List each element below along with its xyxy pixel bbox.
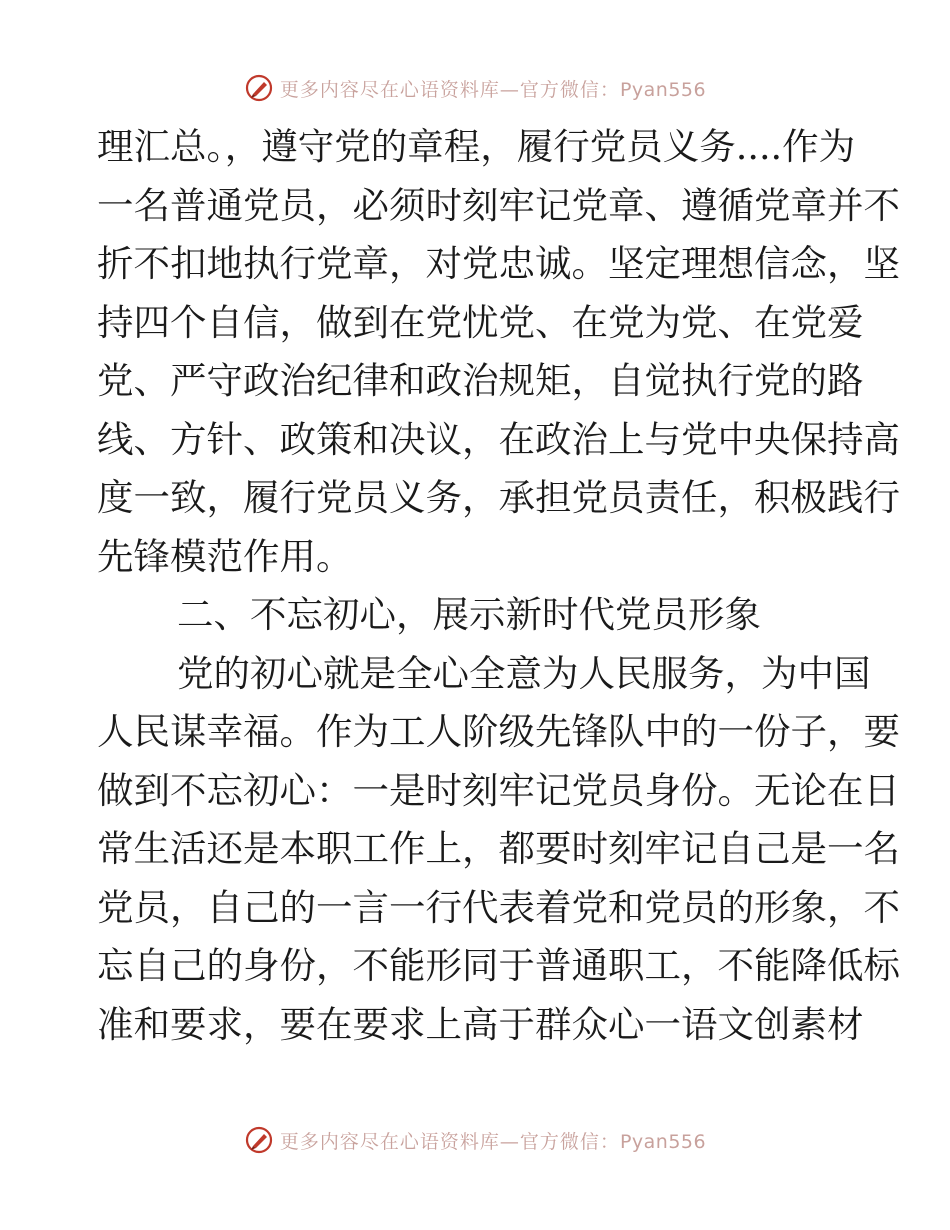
section-heading: 二、不忘初心，展示新时代党员形象: [177, 593, 761, 636]
header-watermark: [0, 73, 950, 103]
paragraph-1: [97, 118, 900, 586]
document-body: [97, 118, 900, 1054]
watermark-text: 更多内容尽在心语资料库—官方微信：Pyan556: [279, 1130, 707, 1153]
watermark-text: 更多内容尽在心语资料库—官方微信：Pyan556: [279, 78, 707, 101]
paragraph-2: [97, 645, 900, 1055]
text-line: 准和要求，要在要求上高于群众心一语文创素材: [97, 1002, 864, 1046]
text-line: 党、严守政治纪律和政治规矩，自觉执行党的路: [97, 359, 864, 402]
text-line: 线、方针、政策和决议，在政治上与党中央保持高: [97, 417, 900, 461]
text-line: 一名普通党员，必须时刻牢记党章、遵循党章并不: [97, 183, 900, 227]
text-line: 做到不忘初心：一是时刻牢记党员身份。无论在日: [97, 768, 900, 812]
text-line: 忘自己的身份，不能形同于普通职工，不能降低标: [97, 944, 900, 987]
pen-logo-icon: [244, 1125, 274, 1155]
text-line: 度一致，履行党员义务，承担党员责任，积极践行: [97, 476, 900, 519]
text-line: 常生活还是本职工作上，都要时刻牢记自己是一名: [97, 827, 900, 870]
footer-watermark: [0, 1125, 950, 1155]
text-line: 持四个自信，做到在党忧党、在党为党、在党爱: [97, 300, 864, 344]
text-line: 党的初心就是全心全意为人民服务，为中国: [177, 651, 871, 695]
text-line: 人民谋幸福。作为工人阶级先锋队中的一份子，要: [97, 710, 900, 753]
text-line: 先锋模范作用。: [97, 534, 353, 578]
pen-logo-icon: [244, 73, 274, 103]
text-line: 理汇总。，遵守党的章程，履行党员义务....作为: [97, 125, 856, 168]
text-line: 折不扣地执行党章，对党忠诚。坚定理想信念，坚: [97, 242, 900, 285]
text-line: 党员，自己的一言一行代表着党和党员的形象，不: [97, 885, 900, 929]
